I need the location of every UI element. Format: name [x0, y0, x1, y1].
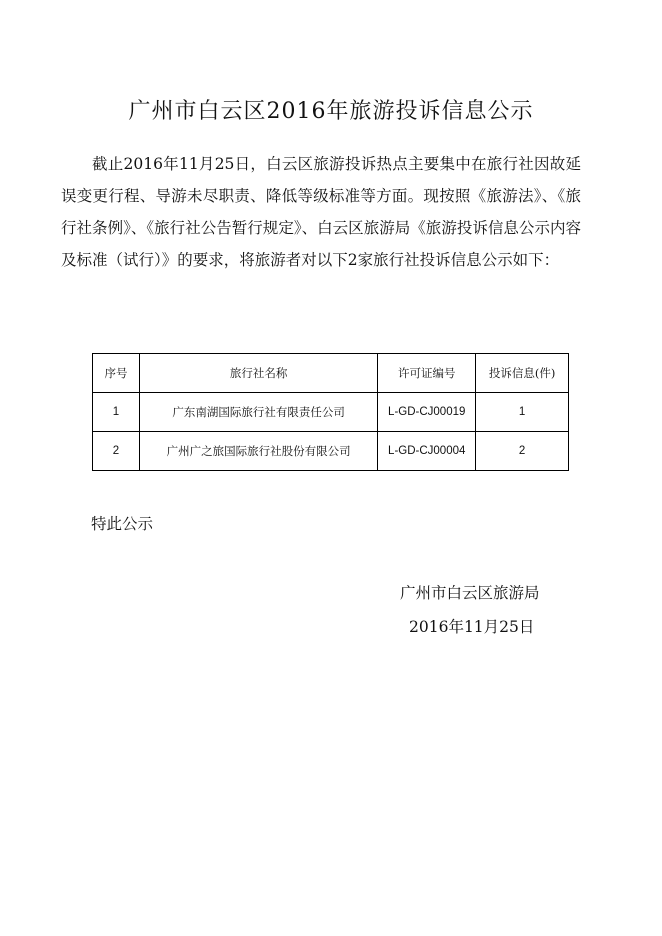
header-number: 序号 — [93, 354, 140, 393]
table-header-row — [93, 354, 569, 393]
row-agency-name: 广东南湖国际旅行社有限责任公司 — [139, 393, 377, 432]
table-row — [93, 393, 569, 432]
row-complaint-count: 2 — [476, 432, 569, 471]
table-row — [93, 432, 569, 471]
header-agency-name: 旅行社名称 — [139, 354, 377, 393]
header-complaint-count: 投诉信息(件) — [476, 354, 569, 393]
closing-statement: 特此公示 — [91, 515, 154, 533]
body-paragraph: 截止2016年11月25日，白云区旅游投诉热点主要集中在旅行社因故延误变更行程、导游未尽职责、降低等级标准等方面。现按照《旅游法》、《旅行社条例》、《旅行社公告暂行规定》、白云区旅游局《旅游投诉信息公示内容及标准（试行）》的要求，将旅游者对以下2家旅行社投诉信息公示如下： — [61, 155, 581, 269]
row-number: 1 — [93, 393, 140, 432]
row-license: L-GD-CJ00004 — [378, 432, 476, 471]
header-license: 许可证编号 — [378, 354, 476, 393]
document-title: 广州市白云区2016年旅游投诉信息公示 — [128, 99, 534, 124]
row-license: L-GD-CJ00019 — [378, 393, 476, 432]
row-number: 2 — [93, 432, 140, 471]
complaints-table — [92, 353, 569, 471]
row-agency-name: 广州广之旅国际旅行社股份有限公司 — [139, 432, 377, 471]
issuing-authority: 广州市白云区旅游局 — [400, 584, 540, 602]
issue-date: 2016年11月25日 — [409, 618, 535, 636]
row-complaint-count: 1 — [476, 393, 569, 432]
